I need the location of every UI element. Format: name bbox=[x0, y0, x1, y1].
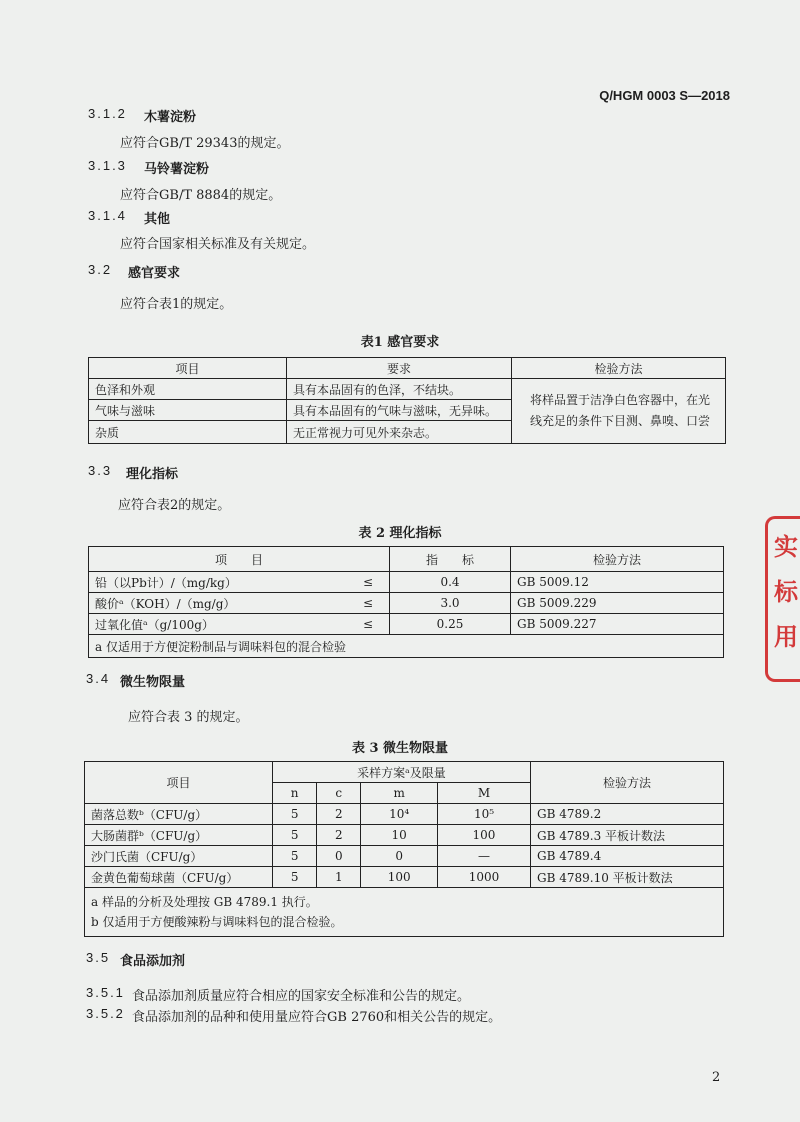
table2-item: 酸价ᵃ（KOH）/（mg/g） bbox=[89, 593, 348, 614]
table3-n: 5 bbox=[273, 825, 317, 846]
table2-value: 0.25 bbox=[390, 614, 511, 635]
table2-header-value: 指 标 bbox=[390, 547, 511, 572]
table3-n: 5 bbox=[273, 867, 317, 888]
table2-item: 过氧化值ᵃ（g/100g） bbox=[89, 614, 348, 635]
table3-method: GB 4789.4 bbox=[531, 846, 724, 867]
table-row bbox=[85, 846, 724, 867]
table1-method: 将样品置于洁净白色容器中，在光线充足的条件下目测、鼻嗅、口尝 bbox=[512, 379, 726, 444]
table1-item: 色泽和外观 bbox=[89, 379, 287, 400]
section-number-3-5: 3.5 bbox=[86, 950, 111, 965]
table3-caption: 表 3 微生物限量 bbox=[351, 741, 449, 756]
table3-m: 10 bbox=[361, 825, 438, 846]
table2-value: 3.0 bbox=[390, 593, 511, 614]
table3-c: 2 bbox=[317, 804, 361, 825]
document-id: Q/HGM 0003 S—2018 bbox=[599, 88, 730, 103]
page-number: 2 bbox=[712, 1070, 721, 1085]
table3-header-m: m bbox=[361, 783, 438, 804]
table3-header-n: n bbox=[273, 783, 317, 804]
table3-note-b: b 仅适用于方便酸辣粉与调味料包的混合检验。 bbox=[91, 915, 343, 929]
table3-note-a: a 样品的分析及处理按 GB 4789.1 执行。 bbox=[91, 895, 318, 909]
section-title-3-2: 感官要求 bbox=[128, 266, 181, 281]
table2-operator: ≤ bbox=[347, 572, 390, 593]
table3-n: 5 bbox=[273, 846, 317, 867]
section-number-3-5-2: 3.5.2 bbox=[86, 1006, 125, 1021]
microbial-table bbox=[84, 761, 724, 937]
table3-header-plan: 采样方案ᵃ及限量 bbox=[273, 762, 531, 783]
section-body-3-5-2: 食品添加剂的品种和使用量应符合GB 2760和相关公告的规定。 bbox=[132, 1010, 502, 1025]
section-body-3-5-1: 食品添加剂质量应符合相应的国家安全标准和公告的规定。 bbox=[132, 989, 471, 1004]
section-title-3-1-3: 马铃薯淀粉 bbox=[144, 162, 210, 177]
table2-note: a 仅适用于方便淀粉制品与调味料包的混合检验 bbox=[89, 635, 724, 658]
section-body-3-3: 应符合表2的规定。 bbox=[118, 498, 231, 513]
table3-method: GB 4789.10 平板计数法 bbox=[531, 867, 724, 888]
section-number-3-3: 3.3 bbox=[88, 463, 113, 478]
table3-item: 金黄色葡萄球菌（CFU/g） bbox=[85, 867, 273, 888]
table2-header-method: 检验方法 bbox=[511, 547, 724, 572]
section-number-3-1-3: 3.1.3 bbox=[88, 158, 127, 173]
table3-M: 100 bbox=[437, 825, 530, 846]
table3-method: GB 4789.3 平板计数法 bbox=[531, 825, 724, 846]
table-row bbox=[85, 825, 724, 846]
table3-m: 10⁴ bbox=[361, 804, 438, 825]
table2-item: 铅（以Pb计）/（mg/kg） bbox=[89, 572, 348, 593]
section-body-3-1-3: 应符合GB/T 8884的规定。 bbox=[120, 188, 282, 203]
table3-M: — bbox=[437, 846, 530, 867]
section-number-3-1-2: 3.1.2 bbox=[88, 106, 127, 121]
table2-header-item: 项 目 bbox=[89, 547, 390, 572]
section-body-3-1-2: 应符合GB/T 29343的规定。 bbox=[120, 136, 290, 151]
table3-M: 10⁵ bbox=[437, 804, 530, 825]
table-row bbox=[89, 379, 726, 400]
section-number-3-4: 3.4 bbox=[86, 671, 111, 686]
table3-item: 菌落总数ᵇ（CFU/g） bbox=[85, 804, 273, 825]
table3-notes bbox=[85, 888, 724, 937]
table-row bbox=[85, 867, 724, 888]
table3-item: 沙门氏菌（CFU/g） bbox=[85, 846, 273, 867]
table3-c: 2 bbox=[317, 825, 361, 846]
table-row bbox=[89, 614, 724, 635]
table-row bbox=[89, 593, 724, 614]
table3-c: 0 bbox=[317, 846, 361, 867]
table2-value: 0.4 bbox=[390, 572, 511, 593]
table2-method: GB 5009.227 bbox=[511, 614, 724, 635]
table3-item: 大肠菌群ᵇ（CFU/g） bbox=[85, 825, 273, 846]
table2-operator: ≤ bbox=[347, 593, 390, 614]
table3-header-c: c bbox=[317, 783, 361, 804]
table2-method: GB 5009.12 bbox=[511, 572, 724, 593]
section-number-3-1-4: 3.1.4 bbox=[88, 208, 127, 223]
red-seal-stamp bbox=[765, 516, 800, 682]
section-body-3-1-4: 应符合国家相关标准及有关规定。 bbox=[120, 237, 316, 252]
table1-requirement: 无正常视力可见外来杂志。 bbox=[287, 421, 512, 444]
sensory-table bbox=[88, 357, 726, 444]
section-title-3-1-4: 其他 bbox=[144, 212, 171, 227]
table3-m: 100 bbox=[361, 867, 438, 888]
table1-header-item: 项目 bbox=[89, 358, 287, 379]
table3-method: GB 4789.2 bbox=[531, 804, 724, 825]
section-title-3-3: 理化指标 bbox=[126, 467, 179, 482]
table3-header-M: M bbox=[437, 783, 530, 804]
table1-header-requirement: 要求 bbox=[287, 358, 512, 379]
physicochemical-table bbox=[88, 546, 724, 658]
section-title-3-1-2: 木薯淀粉 bbox=[144, 110, 197, 125]
table3-M: 1000 bbox=[437, 867, 530, 888]
table2-operator: ≤ bbox=[347, 614, 390, 635]
table2-caption: 表 2 理化指标 bbox=[358, 526, 442, 541]
section-body-3-2: 应符合表1的规定。 bbox=[120, 297, 233, 312]
section-title-3-5: 食品添加剂 bbox=[120, 954, 186, 969]
table3-header-method: 检验方法 bbox=[531, 762, 724, 804]
table1-item: 杂质 bbox=[89, 421, 287, 444]
section-title-3-4: 微生物限量 bbox=[120, 675, 186, 690]
section-number-3-5-1: 3.5.1 bbox=[86, 985, 125, 1000]
table-row bbox=[85, 804, 724, 825]
table2-method: GB 5009.229 bbox=[511, 593, 724, 614]
stamp-char: 用 bbox=[774, 622, 798, 651]
stamp-char: 实 bbox=[774, 532, 798, 561]
table1-caption: 表1 感官要求 bbox=[360, 335, 440, 350]
section-number-3-2: 3.2 bbox=[88, 262, 113, 277]
table3-n: 5 bbox=[273, 804, 317, 825]
table1-item: 气味与滋味 bbox=[89, 400, 287, 421]
table3-c: 1 bbox=[317, 867, 361, 888]
section-body-3-4: 应符合表 3 的规定。 bbox=[128, 710, 249, 725]
table3-header-item: 项目 bbox=[85, 762, 273, 804]
table-row bbox=[89, 572, 724, 593]
table1-requirement: 具有本品固有的气味与滋味，无异味。 bbox=[287, 400, 512, 421]
table3-m: 0 bbox=[361, 846, 438, 867]
stamp-char: 标 bbox=[774, 577, 798, 606]
table1-header-method: 检验方法 bbox=[512, 358, 726, 379]
table1-requirement: 具有本品固有的色泽，不结块。 bbox=[287, 379, 512, 400]
